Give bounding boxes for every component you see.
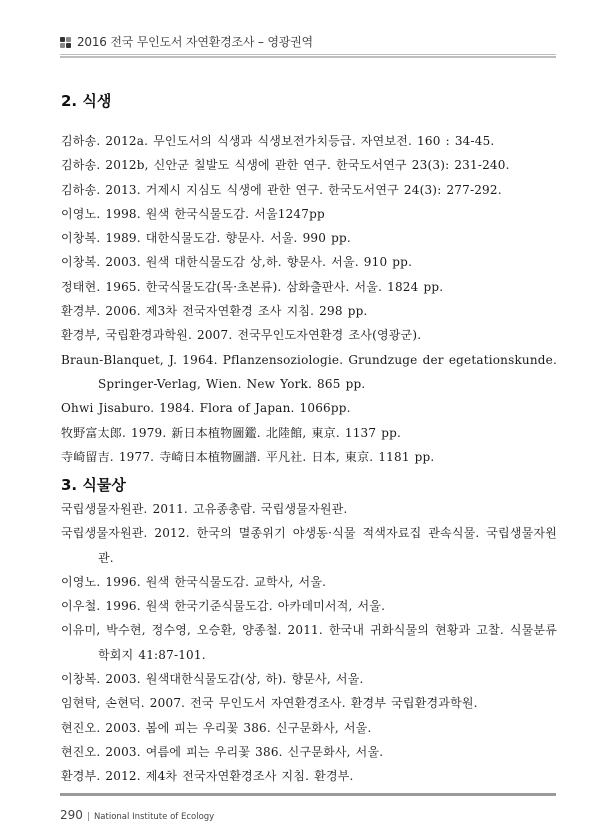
section-title-vegetation: 2. 식생 [61,92,112,110]
reference-item: 환경부. 2012. 제4차 전국자연환경조사 지침. 환경부. [61,769,354,784]
header-title: 2016 전국 무인도서 자연환경조사 – 영광권역 [77,35,313,49]
reference-list-vegetation [61,129,557,469]
reference-item: 환경부, 국립환경과학원. 2007. 전국무인도자연환경 조사(영광군). [61,328,422,343]
section-title-flora: 3. 식물상 [61,476,126,494]
reference-item: 이우철. 1996. 원색 한국기준식물도감. 아카데미서적, 서울. [61,599,386,614]
reference-item: 이창복. 2003. 원색 대한식물도감 상,하. 향문사. 서울. 910 pp. [61,255,413,270]
page-footer [60,804,214,823]
reference-item: 김하송. 2013. 거제시 지심도 식생에 관한 연구. 한국도서연구 24(3): 277-292. [61,182,502,197]
reference-item: 이창복. 2003. 원색대한식물도감(상, 하). 향문사, 서울. [61,672,364,687]
reference-list-flora [61,497,557,789]
reference-item: Ohwi Jisaburo. 1984. Flora of Japan. 1066pp. [61,401,351,416]
reference-item: 임현탁, 손현덕. 2007. 전국 무인도서 자연환경조사. 환경부 국립환경과학원. [61,696,478,711]
reference-item: 국립생물자원관. 2011. 고유종총람. 국립생물자원관. [61,502,348,516]
reference-item: 환경부. 2006. 제3차 전국자연환경 조사 지침. 298 pp. [61,304,368,319]
reference-item: 국립생물자원관. 2012. 한국의 멸종위기 야생동·식물 적색자료집 관속식물. 국립생물자원관. [61,526,557,565]
reference-item: 寺崎留吉. 1977. 寺崎日本植物圖譜. 平凡社. 日本, 東京. 1181 pp. [61,449,435,464]
header-rule [60,54,556,58]
footer-separator: | [86,812,90,822]
reference-item: 정태현. 1965. 한국식물도감(목·초본류). 삼화출판사. 서울. 1824 pp. [61,279,444,294]
reference-item: 김하송. 2012b, 신안군 칠발도 식생에 관한 연구. 한국도서연구 23(3): 231-240. [61,158,510,173]
reference-item: 현진오. 2003. 여름에 피는 우리꽃 386. 신구문화사, 서울. [61,744,384,759]
reference-item: 이영노. 1996. 원색 한국식물도감. 교학사, 서울. [61,574,327,589]
page-header [60,27,556,55]
page-number: 290 [60,808,83,822]
reference-item: 牧野富太郎. 1979. 新日本植物圖鑑. 北陸館, 東京. 1137 pp. [61,425,402,440]
reference-item: 현진오. 2003. 봄에 피는 우리꽃 386. 신구문화사, 서울. [61,720,372,735]
footer-publisher: National Institute of Ecology [93,812,215,822]
reference-item: 이영노. 1998. 원색 한국식물도감. 서울1247pp [61,206,325,221]
reference-item: 이유미, 박수현, 정수영, 오승환, 양종철. 2011. 한국내 귀화식물의 현황과 고찰. 식물분류학회지 41:87-101. [61,623,557,662]
footer-rule [60,793,556,796]
reference-item: 이창복. 1989. 대한식물도감. 향문사. 서울. 990 pp. [61,231,351,246]
reference-item: 김하송. 2012a. 무인도서의 식생과 식생보전가치등급. 자연보전. 160 : 34-45. [61,134,495,148]
header-dots-icon [60,37,72,49]
reference-item: Braun-Blanquet, J. 1964. Pflanzensoziologie. Grundzuge der egetationskunde. Springer-Verlag, Wien. New York. 865 pp. [61,352,557,391]
